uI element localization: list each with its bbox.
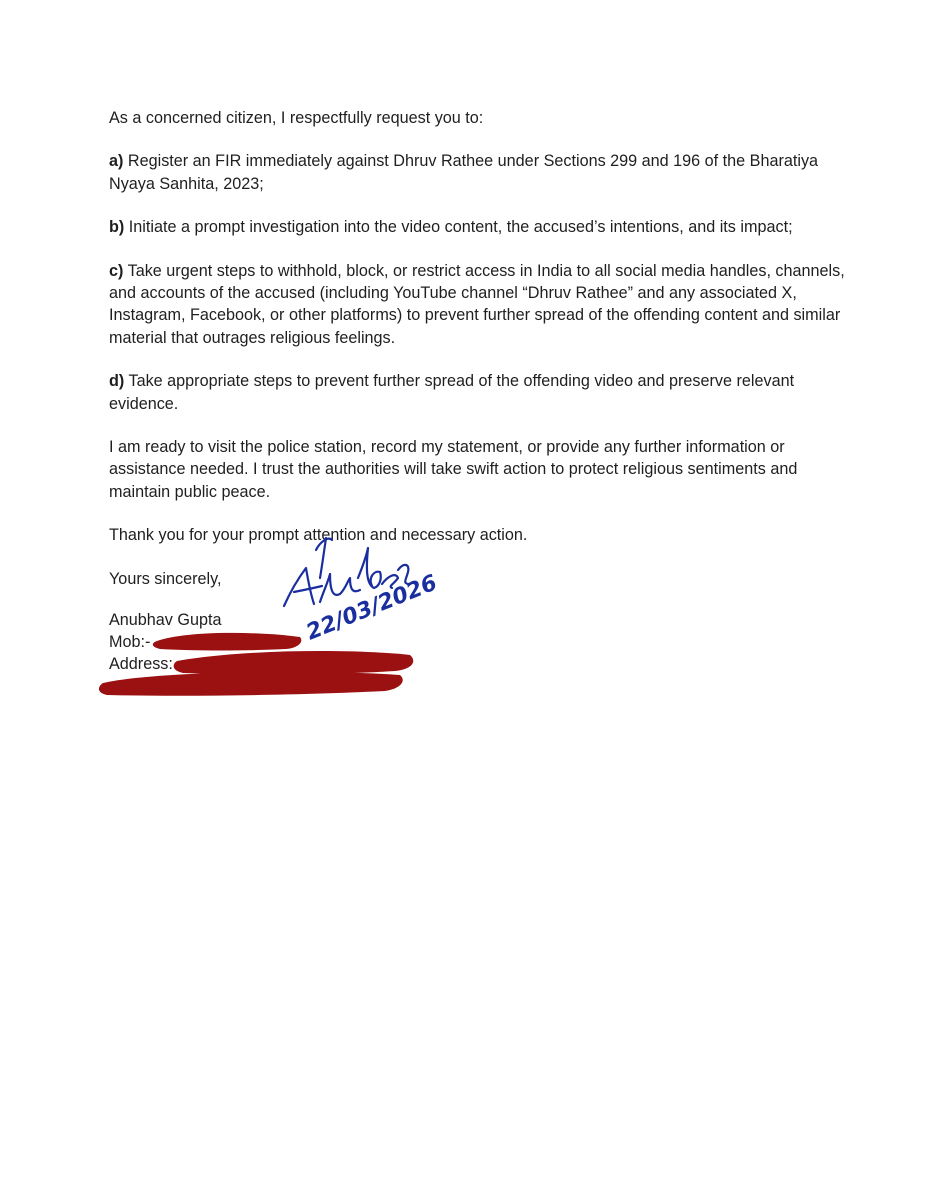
request-b-label: b) [109,218,125,237]
redaction-address-line-2 [99,672,403,696]
handwritten-signature [270,528,440,648]
thanks-paragraph: Thank you for your prompt attention and necessary action. [109,526,528,545]
request-a-label: a) [109,152,124,171]
request-d-text: Take appropriate steps to prevent further spread of the offending video and preserve relevant evidence. [109,372,795,413]
request-c-label: c) [109,261,124,280]
letter-body [109,107,849,612]
request-a-paragraph [109,150,849,195]
readiness-paragraph: I am ready to visit the police station, record my statement, or provide any further information or assistance needed. I trust the authorities will take swift action to protect religious sentiments and maintain public peace. [109,438,798,501]
request-c-paragraph [109,260,849,350]
signer-name: Anubhav Gupta [109,611,222,629]
request-d-paragraph [109,370,849,415]
request-b-text: Initiate a prompt investigation into the video content, the accused’s intentions, and its impact; [124,218,793,237]
request-a-text: Register an FIR immediately against Dhruv Rathee under Sections 299 and 196 of the Bharatiya Nyaya Sanhita, 2023; [109,152,819,193]
handwritten-date: 22/03/2026 [302,570,441,646]
request-c-text: Take urgent steps to withhold, block, or restrict access in India to all social media handles, channels, and accounts of the accused (including YouTube channel “Dhruv Rathee” and any associated X, Instagram, Facebook, or other platforms) to prevent further spread of the offending content and similar material that outrages religious feelings. [109,261,845,347]
intro-paragraph: As a concerned citizen, I respectfully request you to: [109,109,484,127]
redaction-address-line-1 [174,651,414,674]
address-label: Address: [109,655,173,673]
request-b-paragraph [109,216,849,238]
closing-line: Yours sincerely, [109,569,222,588]
mobile-label: Mob:- [109,633,151,651]
request-d-label: d) [109,372,125,391]
